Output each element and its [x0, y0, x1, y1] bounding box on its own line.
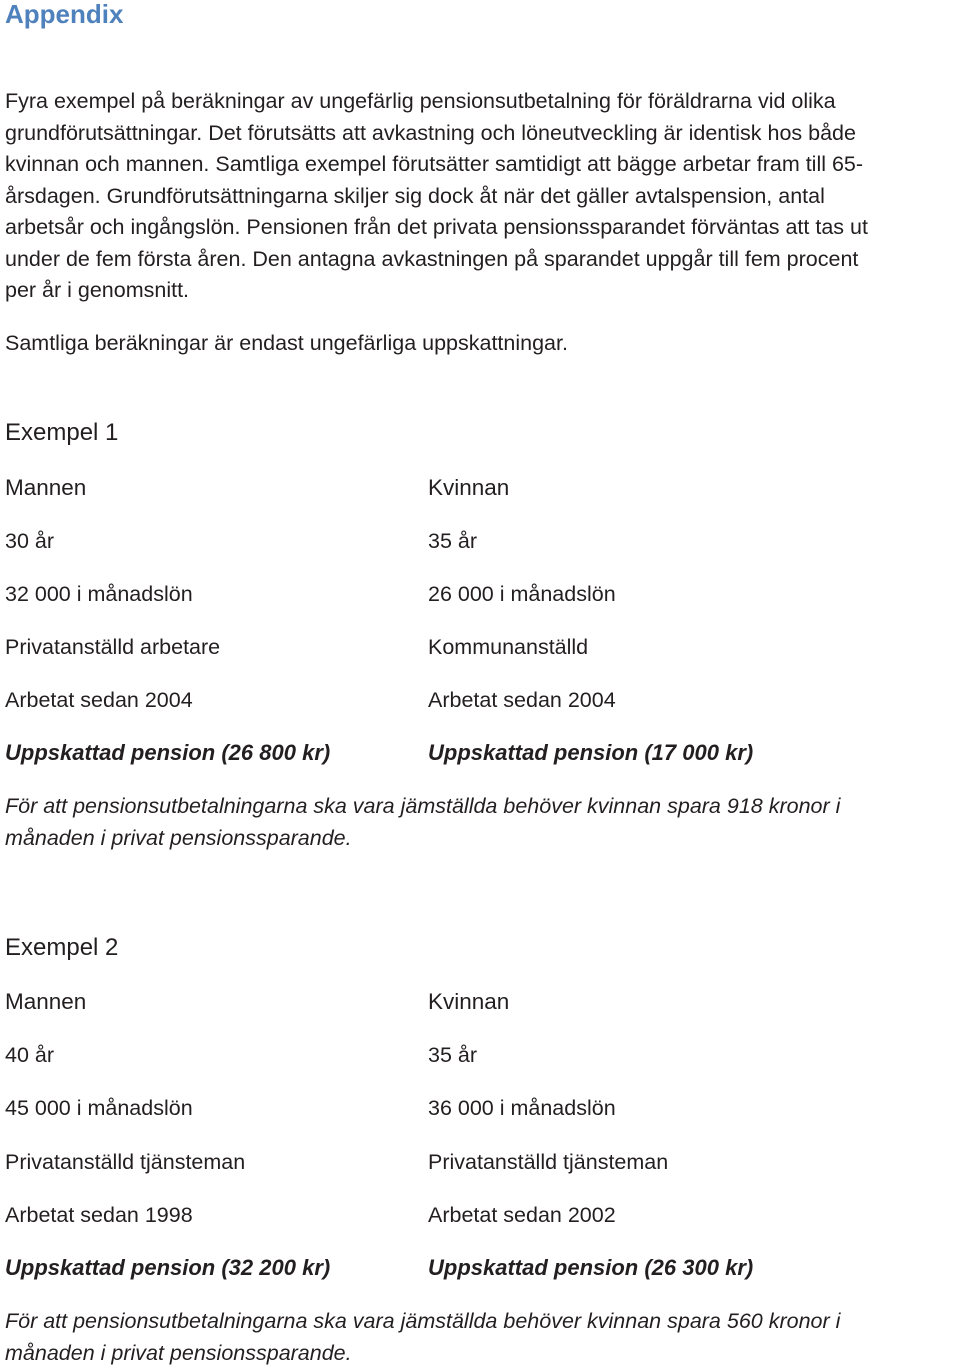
conclusion-line: För att pensionsutbetalningarna ska vara jämställda behöver kvinnan spara 918 kronor i — [5, 794, 841, 818]
conclusion-line: För att pensionsutbetalningarna ska vara jämställda behöver kvinnan spara 560 kronor i — [5, 1309, 841, 1333]
intro-line: kvinnan och mannen. Samtliga exempel förutsätter samtidigt att bägge arbetar fram till 65- — [5, 152, 864, 176]
intro-line: Fyra exempel på beräkningar av ungefärlig pensionsutbetalning för föräldrarna vid olika — [5, 89, 836, 113]
intro-line: grundförutsättningar. Det förutsätts att avkastning och löneutveckling är identisk hos både — [5, 120, 856, 145]
salary-row — [5, 1092, 960, 1124]
pension-row — [5, 737, 960, 769]
conclusion-line: månaden i privat pensionssparande. — [5, 1341, 352, 1365]
man-pension: Uppskattad pension (26 800 kr) — [5, 740, 331, 765]
woman-work-since: Arbetat sedan 2004 — [428, 688, 616, 712]
man-work-since: Arbetat sedan 1998 — [5, 1203, 193, 1227]
person-header-row — [5, 472, 960, 504]
age-row — [5, 525, 960, 557]
woman-work-since: Arbetat sedan 2002 — [428, 1203, 616, 1227]
example-conclusion — [5, 790, 840, 854]
woman-employment: Privatanställd tjänsteman — [428, 1150, 669, 1174]
employment-row — [5, 631, 960, 663]
man-salary: 45 000 i månadslön — [5, 1096, 193, 1120]
intro-line: årsdagen. Grundförutsättningarna skiljer sig dock åt när det gäller avtalspension, antal — [5, 183, 825, 208]
work-since-row — [5, 1199, 960, 1231]
man-label: Mannen — [5, 989, 87, 1014]
intro-paragraph — [5, 86, 960, 307]
man-salary: 32 000 i månadslön — [5, 582, 193, 606]
conclusion-line: månaden i privat pensionssparande. — [5, 826, 352, 850]
salary-row — [5, 578, 960, 610]
intro-line: per år i genomsnitt. — [5, 278, 190, 302]
woman-label: Kvinnan — [428, 989, 510, 1014]
woman-salary: 26 000 i månadslön — [428, 582, 616, 606]
person-header-row — [5, 986, 960, 1018]
example-conclusion — [5, 1305, 840, 1369]
woman-salary: 36 000 i månadslön — [428, 1096, 616, 1120]
employment-row — [5, 1146, 960, 1178]
age-row — [5, 1039, 960, 1071]
man-employment: Privatanställd arbetare — [5, 635, 221, 659]
man-age: 40 år — [5, 1043, 55, 1067]
pension-row — [5, 1252, 960, 1284]
man-pension: Uppskattad pension (32 200 kr) — [5, 1255, 331, 1280]
man-age: 30 år — [5, 529, 55, 553]
woman-employment: Kommunanställd — [428, 635, 589, 659]
man-employment: Privatanställd tjänsteman — [5, 1150, 246, 1174]
woman-pension: Uppskattad pension (17 000 kr) — [428, 740, 754, 765]
woman-pension: Uppskattad pension (26 300 kr) — [428, 1255, 754, 1280]
example-heading: Exempel 2 — [5, 934, 119, 961]
woman-age: 35 år — [428, 1043, 478, 1067]
woman-label: Kvinnan — [428, 475, 510, 500]
intro-line: arbetsår och ingångslön. Pensionen från det privata pensionssparandet förväntas att tas ut — [5, 215, 868, 239]
page-title: Appendix — [5, 0, 124, 29]
intro-line: under de fem första åren. Den antagna avkastningen på sparandet uppgår till fem procent — [5, 246, 859, 271]
disclaimer-note: Samtliga beräkningar är endast ungefärliga uppskattningar. — [5, 331, 568, 355]
example-heading: Exempel 1 — [5, 419, 119, 446]
work-since-row — [5, 684, 960, 716]
man-label: Mannen — [5, 475, 87, 500]
man-work-since: Arbetat sedan 2004 — [5, 688, 193, 712]
woman-age: 35 år — [428, 529, 478, 553]
